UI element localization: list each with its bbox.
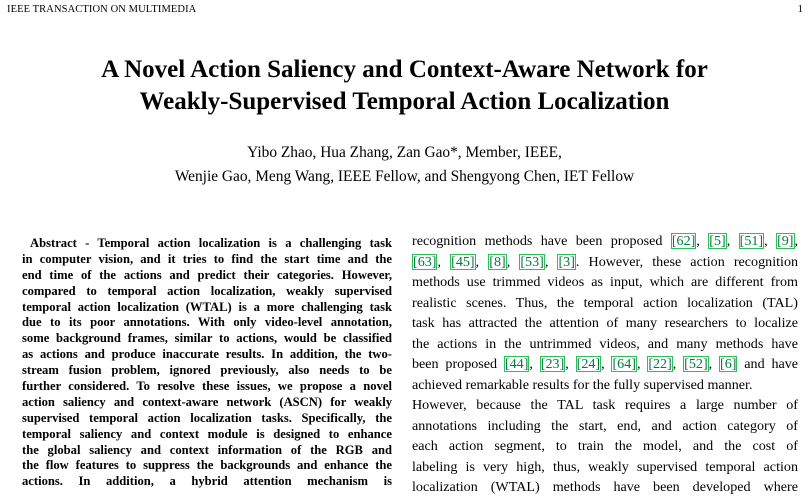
citation-link[interactable]: [44] — [504, 356, 529, 372]
authors-line-2: Wenjie Gao, Meng Wang, IEEE Fellow, and Shengyong Chen, IET Fellow — [174, 168, 635, 185]
paper-title — [0, 54, 809, 117]
abstract-line: temporal saliency and context module is designed to enhance — [22, 426, 392, 441]
abstract-line: some background frames, similar to actions, would be classified — [22, 331, 392, 346]
abstract-line: stream fusion problem, ignored previously, also needs to be — [22, 363, 392, 378]
running-head: IEEE TRANSACTION ON MULTIMEDIA — [7, 4, 197, 15]
body-line: the actions in the untrimmed videos, and many methods have — [412, 335, 798, 352]
body-line: annotations including the start, end, and action category of — [412, 417, 798, 434]
body-line: each action segment, to train the model, and the cost of — [412, 438, 798, 454]
citation-link[interactable]: [51] — [739, 233, 764, 249]
abstract-line: actions. In addition, a hybrid attention mechanism is — [22, 474, 392, 489]
body-line: labeling is very high, thus, weakly supervised temporal action — [412, 458, 798, 475]
body-line: methods use trimmed videos as input, which are different from — [412, 274, 798, 290]
abstract-line: the global saliency and context information of the RGB and — [22, 442, 392, 457]
abstract-line: compared to temporal action localization, weakly supervised — [22, 283, 392, 298]
citation-link[interactable]: [9] — [777, 233, 794, 249]
abstract-line: due to its poor annotations. With only video-level annotation, — [22, 315, 392, 330]
citation-link[interactable]: [8] — [489, 253, 506, 270]
body-line: realistic scenes. Thus, the temporal action localization (TAL) — [412, 294, 798, 311]
citation-link[interactable]: [22] — [648, 356, 672, 372]
authors-line-1: Yibo Zhao, Hua Zhang, Zan Gao*, Member, IEEE, — [247, 144, 562, 161]
citation-link[interactable]: [52] — [684, 356, 708, 372]
body-line: [63], [45], [8], [53], [3]. However, these action recognition — [413, 253, 798, 270]
title-line-2: Weakly-Supervised Temporal Action Localization — [139, 87, 670, 115]
citation-link[interactable]: [45] — [451, 253, 475, 270]
abstract — [22, 236, 392, 490]
citation-link[interactable]: [5] — [709, 233, 726, 249]
abstract-line: as actions and produce inaccurate results. In addition, the two- — [22, 347, 392, 362]
citation-link[interactable]: [24] — [576, 356, 601, 372]
citation-link[interactable]: [62] — [671, 233, 696, 249]
citation-link[interactable]: [64] — [612, 356, 636, 372]
abstract-line: in computer vision, and it tries to find the start time and the — [22, 251, 392, 266]
author-list — [0, 141, 809, 189]
page-number: 1 — [797, 3, 803, 15]
abstract-line: end time of the actions and predict their categories. However, — [22, 267, 392, 282]
citation-link[interactable]: [3] — [558, 253, 575, 270]
body-line: recognition methods have been proposed [62], [5], [51], [9], — [412, 233, 798, 249]
body-line: task has attracted the attention of many researchers to localize — [412, 315, 798, 331]
abstract-line: temporal action localization (WTAL) is a more challenging task — [22, 299, 392, 314]
body-line: localization (WTAL) methods have been developed where — [412, 479, 798, 495]
abstract-line: action saliency and context-aware network (ASCN) for weakly — [22, 394, 392, 409]
citation-link[interactable]: [6] — [720, 356, 737, 372]
abstract-line: further considered. To resolve these issues, we propose a novel — [22, 379, 392, 394]
body-line: been proposed [44], [23], [24], [64], [22], [52], [6] and have — [412, 356, 798, 372]
body-column-right — [412, 231, 798, 498]
body-line: achieved remarkable results for the fully supervised manner. — [412, 376, 753, 393]
citation-link[interactable]: [53] — [520, 253, 544, 270]
abstract-line: Abstract - Temporal action localization is a challenging task — [30, 236, 392, 250]
body-line: However, because the TAL task requires a large number of — [412, 397, 798, 413]
abstract-line: supervised temporal action localization tasks. Specifically, the — [22, 410, 392, 425]
title-line-1: A Novel Action Saliency and Context-Aware Network for — [101, 56, 708, 83]
citation-link[interactable]: [63] — [413, 253, 437, 270]
citation-link[interactable]: [23] — [540, 356, 565, 372]
abstract-line: the flow features to suppress the backgrounds and enhance the — [22, 458, 392, 473]
